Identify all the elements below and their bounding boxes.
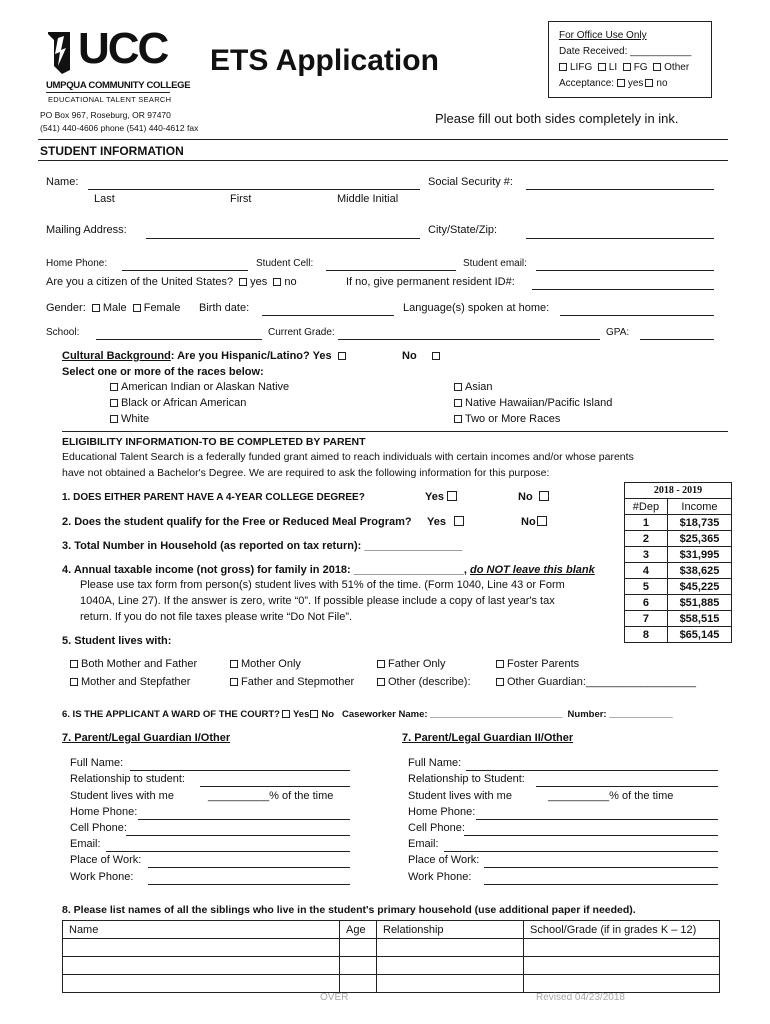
hawaiian-checkbox[interactable] — [454, 399, 462, 407]
race-black: Black or African American — [110, 397, 246, 409]
citizen-yes-checkbox[interactable] — [239, 278, 247, 286]
race-american-indian: American Indian or Alaskan Native — [110, 381, 289, 393]
col-relationship: Relationship — [377, 921, 524, 939]
gender-label: Gender: — [46, 302, 86, 314]
g2-relationship-label: Relationship to Student: — [408, 773, 525, 785]
ssn-label: Social Security #: — [428, 176, 513, 188]
g1-relationship-field[interactable] — [200, 786, 350, 787]
lives-mother: Mother Only — [230, 658, 301, 670]
g2-work-field[interactable] — [484, 867, 718, 868]
eligibility-text-2: have not obtained a Bachelor's Degree. We are required to ask the following information for this purpose: — [62, 467, 550, 479]
race-two-or-more: Two or More Races — [454, 413, 560, 425]
hispanic-yes-checkbox[interactable] — [338, 352, 346, 360]
col-age: Age — [340, 921, 377, 939]
g1-full-name-label: Full Name: — [70, 757, 124, 769]
american-indian-checkbox[interactable] — [110, 383, 118, 391]
q1-yes-checkbox[interactable] — [447, 491, 457, 501]
email-field[interactable] — [536, 270, 714, 271]
g1-work-label: Place of Work: — [70, 854, 142, 866]
lives-other-checkbox[interactable] — [377, 678, 385, 686]
table-row — [63, 939, 720, 957]
g2-cell-label: Cell Phone: — [408, 822, 465, 834]
hispanic-no-checkbox[interactable] — [432, 352, 440, 360]
g1-full-name-field[interactable] — [130, 770, 350, 771]
home-phone-field[interactable] — [122, 270, 248, 271]
g2-home-label: Home Phone: — [408, 806, 476, 818]
g2-email-field[interactable] — [444, 851, 718, 852]
g1-email-label: Email: — [70, 838, 101, 850]
q4-line-1: Please use tax form from person(s) student lives with 51% of the time. (Form 1040, Line 43 or Form — [80, 579, 565, 591]
accept-no-checkbox[interactable] — [645, 79, 653, 87]
table-row: 2 $25,365 — [625, 531, 732, 547]
lives-foster: Foster Parents — [496, 658, 579, 670]
income-table — [624, 482, 732, 643]
phone-fax: (541) 440-4606 phone (541) 440-4612 fax — [40, 123, 199, 133]
g1-home-field[interactable] — [138, 819, 350, 820]
q1-no-checkbox[interactable] — [539, 491, 549, 501]
q1-yes-group: Yes — [425, 491, 460, 503]
q1-no-group: No — [518, 491, 552, 503]
accept-yes-label: yes — [627, 78, 644, 89]
col-school: School/Grade (if in grades K – 12) — [524, 921, 720, 939]
q5-text: 5. Student lives with: — [62, 635, 172, 647]
citizen-question: Are you a citizen of the United States? yes no — [46, 276, 297, 288]
g1-pct-field[interactable]: __________% of the time — [208, 790, 334, 802]
g1-work-field[interactable] — [148, 867, 350, 868]
g1-cell-field[interactable] — [126, 835, 350, 836]
resident-field[interactable] — [532, 289, 714, 290]
g2-full-name-label: Full Name: — [408, 757, 462, 769]
table-row: 1 $18,735 — [625, 515, 732, 531]
lives-mother-checkbox[interactable] — [230, 660, 238, 668]
name-label: Name: — [46, 176, 79, 188]
mailing-label: Mailing Address: — [46, 224, 127, 236]
fg-checkbox[interactable] — [623, 63, 631, 71]
table-row: 3 $31,995 — [625, 547, 732, 563]
lives-father-step-checkbox[interactable] — [230, 678, 238, 686]
g1-email-field[interactable] — [106, 851, 350, 852]
city-label: City/State/Zip: — [428, 224, 498, 236]
other-label: Other — [664, 62, 690, 73]
number-field[interactable]: Number: ____________ — [567, 709, 673, 720]
g1-cell-label: Cell Phone: — [70, 822, 127, 834]
g2-cell-field[interactable] — [464, 835, 718, 836]
guardian2-title: 7. Parent/Legal Guardian II/Other — [402, 732, 574, 744]
male-label: Male — [102, 302, 127, 314]
eligibility-text-1: Educational Talent Search is a federally funded grant aimed to reach individuals with certain incomes and/or whose parents — [62, 451, 634, 463]
q6-text: 6. IS THE APPLICANT A WARD OF THE COURT? Yes No Caseworker Name: _________________________ Number: ____________ — [62, 709, 673, 720]
footer-over: OVER — [320, 992, 349, 1003]
lives-both-checkbox[interactable] — [70, 660, 78, 668]
table-row: 7 $58,515 — [625, 611, 732, 627]
q2-yes-checkbox[interactable] — [454, 516, 464, 526]
cell-field[interactable] — [326, 270, 456, 271]
mailing-field[interactable] — [146, 238, 420, 239]
lives-both: Both Mother and Father — [70, 658, 197, 670]
asian-checkbox[interactable] — [454, 383, 462, 391]
cultural-label: Cultural Background — [62, 350, 171, 362]
g2-work-phone-field[interactable] — [484, 884, 718, 885]
table-row: 8 $65,145 — [625, 627, 732, 643]
ssn-field[interactable] — [526, 189, 714, 190]
g1-lives-label: Student lives with me — [70, 790, 174, 802]
birth-label: Birth date: — [199, 302, 250, 314]
acceptance-label: Acceptance: — [559, 78, 615, 89]
citizen-no-label: no — [284, 276, 297, 288]
birth-field[interactable] — [262, 315, 394, 316]
g1-work-phone-label: Work Phone: — [70, 871, 134, 883]
lives-guardian: Other Guardian:__________________ — [496, 676, 696, 688]
q2-yes-group: Yes — [427, 516, 467, 528]
city-field[interactable] — [526, 238, 714, 239]
q3-text: 3. Total Number in Household (as reported on tax return): ________________ — [62, 540, 463, 552]
lifg-checkbox[interactable] — [559, 63, 567, 71]
language-label: Language(s) spoken at home: — [403, 302, 550, 314]
first-label: First — [230, 193, 252, 205]
col-income: Income — [667, 499, 731, 515]
student-section-title: STUDENT INFORMATION — [40, 144, 184, 158]
ward-yes-checkbox[interactable] — [282, 710, 290, 718]
middle-label: Middle Initial — [337, 193, 399, 205]
office-use-box — [548, 21, 712, 98]
g2-work-label: Place of Work: — [408, 854, 480, 866]
q4-warning: do NOT leave this blank — [470, 564, 595, 576]
q2-no-checkbox[interactable] — [537, 516, 547, 526]
fg-label: FG — [633, 62, 648, 73]
accept-no-label: no — [656, 78, 668, 89]
date-received: Date Received: ___________ — [559, 46, 692, 57]
ward-no-checkbox[interactable] — [310, 710, 318, 718]
citizen-yes-label: yes — [250, 276, 268, 288]
gpa-field[interactable] — [640, 339, 714, 340]
lifg-label: LIFG — [570, 62, 593, 73]
g2-work-phone-label: Work Phone: — [408, 871, 472, 883]
race-white: White — [110, 413, 149, 425]
siblings-title: 8. Please list names of all the siblings who live in the student's primary household (use additional paper if needed). — [62, 904, 636, 916]
citizen-no-checkbox[interactable] — [273, 278, 281, 286]
female-label: Female — [143, 302, 181, 314]
g1-work-phone-field[interactable] — [148, 884, 350, 885]
guardian1-title: 7. Parent/Legal Guardian I/Other — [62, 732, 231, 744]
q2-no-group: No — [521, 516, 550, 528]
col-name: Name — [63, 921, 340, 939]
col-dep: #Dep — [625, 499, 668, 515]
q2-text: 2. Does the student qualify for the Free or Reduced Meal Program? — [62, 516, 412, 528]
g1-home-label: Home Phone: — [70, 806, 138, 818]
caseworker-field[interactable]: Caseworker Name: _________________________ — [341, 709, 563, 720]
g1-relationship-label: Relationship to student: — [70, 773, 185, 785]
table-row: 4 $38,625 — [625, 563, 732, 579]
footer-revised: Revised 04/23/2018 — [536, 992, 625, 1003]
page-title: ETS Application — [210, 44, 439, 77]
table-row: 6 $51,885 — [625, 595, 732, 611]
g2-lives-label: Student lives with me — [408, 790, 512, 802]
male-checkbox[interactable] — [92, 304, 100, 312]
college-name: UMPQUA COMMUNITY COLLEGE — [46, 80, 191, 91]
last-label: Last — [94, 193, 115, 205]
race-hawaiian: Native Hawaiian/Pacific Island — [454, 397, 612, 409]
g2-home-field[interactable] — [476, 819, 718, 820]
logo-text: UCC — [78, 24, 168, 73]
q4-line-2: 1040A, Line 27). If the answer is zero, write “0”. If possible please include a copy of last year's tax — [80, 595, 555, 607]
hispanic-no-label: No — [402, 350, 417, 362]
siblings-table — [62, 920, 720, 993]
accept-yes-checkbox[interactable] — [617, 79, 625, 87]
gpa-label: GPA: — [606, 327, 630, 338]
race-asian: Asian — [454, 381, 493, 393]
lives-other: Other (describe): — [377, 676, 471, 688]
home-phone-label: Home Phone: — [46, 258, 108, 269]
lives-guardian-checkbox[interactable] — [496, 678, 504, 686]
lives-father: Father Only — [377, 658, 445, 670]
program-name: EDUCATIONAL TALENT SEARCH — [48, 95, 172, 104]
office-heading: For Office Use Only — [559, 30, 647, 41]
hispanic-no-group — [402, 350, 443, 362]
table-row — [63, 957, 720, 975]
income-year: 2018 - 2019 — [625, 483, 732, 499]
li-label: LI — [608, 62, 618, 73]
q1-text: 1. DOES EITHER PARENT HAVE A 4-YEAR COLLEGE DEGREE? — [62, 492, 365, 503]
lives-father-checkbox[interactable] — [377, 660, 385, 668]
g2-relationship-field[interactable] — [536, 786, 718, 787]
table-row: 5 $45,225 — [625, 579, 732, 595]
gender-group — [46, 302, 180, 314]
address: PO Box 967, Roseburg, OR 97470 — [40, 110, 171, 120]
white-checkbox[interactable] — [110, 415, 118, 423]
instruction-text: Please fill out both sides completely in ink. — [435, 111, 679, 126]
grade-label: Current Grade: — [268, 327, 335, 338]
lives-mother-step-checkbox[interactable] — [70, 678, 78, 686]
g2-email-label: Email: — [408, 838, 439, 850]
grade-field[interactable] — [338, 339, 600, 340]
lives-father-step: Father and Stepmother — [230, 676, 354, 688]
logo-emblem-icon — [46, 30, 76, 76]
lives-foster-checkbox[interactable] — [496, 660, 504, 668]
race-instruction: Select one or more of the races below: — [62, 366, 264, 378]
li-checkbox[interactable] — [598, 63, 606, 71]
female-checkbox[interactable] — [133, 304, 141, 312]
g2-pct-field[interactable]: __________% of the time — [548, 790, 674, 802]
black-checkbox[interactable] — [110, 399, 118, 407]
email-label: Student email: — [463, 258, 527, 269]
g2-full-name-field[interactable] — [466, 770, 718, 771]
q4-line-3: return. If you do not file taxes please write “Do Not File”. — [80, 611, 353, 623]
other-checkbox[interactable] — [653, 63, 661, 71]
q4-text: 4. Annual taxable income (not gross) for family in 2018: __________________, do NOT leave this blank — [62, 564, 595, 576]
hispanic-question: Cultural Background: Are you Hispanic/Latino? Yes — [62, 350, 349, 362]
two-or-more-checkbox[interactable] — [454, 415, 462, 423]
school-label: School: — [46, 327, 80, 338]
school-field[interactable] — [96, 339, 262, 340]
resident-label: If no, give permanent resident ID#: — [346, 276, 515, 288]
language-field[interactable] — [560, 315, 714, 316]
table-row — [63, 975, 720, 993]
lives-mother-step: Mother and Stepfather — [70, 676, 190, 688]
eligibility-title: ELIGIBILITY INFORMATION-TO BE COMPLETED BY PARENT — [62, 436, 366, 448]
name-field[interactable] — [88, 189, 420, 190]
cell-label: Student Cell: — [256, 258, 314, 269]
